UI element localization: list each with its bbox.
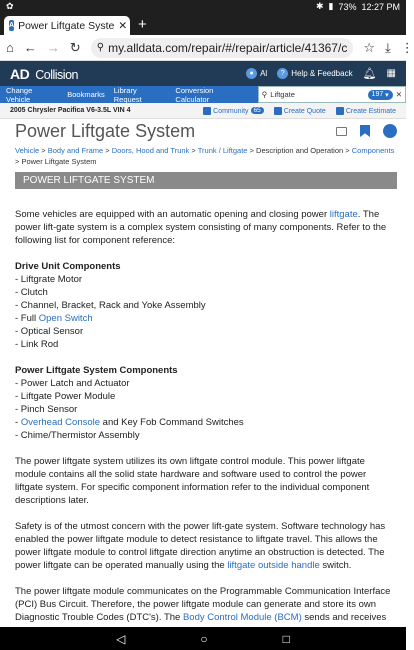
status-bar <box>0 0 406 13</box>
site-info-icon[interactable]: ⚲ <box>96 42 105 53</box>
print-icon[interactable] <box>336 127 347 136</box>
bluetooth-icon: ✱ <box>315 1 324 11</box>
liftgate-link[interactable]: liftgate <box>329 209 358 220</box>
clear-search-icon[interactable]: ✕ <box>395 90 402 99</box>
drive-unit-heading: Drive Unit Components <box>15 261 121 272</box>
app-icon: ✿ <box>6 1 14 11</box>
crumb-components[interactable]: Components <box>351 146 395 155</box>
nav-home-icon[interactable]: ○ <box>200 631 208 646</box>
search-box <box>258 86 406 103</box>
community-button[interactable]: Community 65 <box>203 107 264 115</box>
list-item: - Clutch <box>15 287 48 298</box>
list-item: - Liftgrate Motor <box>15 274 83 285</box>
crumb-body-frame[interactable]: Body and Frame <box>47 146 104 155</box>
crumb-doors-hood-trunk[interactable]: Doors, Hood and Trunk <box>111 146 190 155</box>
user-menu[interactable]: ● Al <box>246 68 267 79</box>
paragraph-pci: The power liftgate module communicates on the Programmable Communication Interface (PCI) Bus Circuit. Therefore, the power liftgate module can generate and store its own Diagnostic Trouble Codes (DTC's). The Body Control Module (BCM) sends and receives <box>15 586 391 623</box>
paragraph-safety: Safety is of the utmost concern with the power lift-gate system. Software technology has enabled the power liftgate module to detect resistance to liftgate travel. This allows the power liftgate module to control liftgate direction anytime an obstruction is detected. The power liftgate can be operated manually using the liftgate outside handle switch. <box>15 521 386 571</box>
nav-back-icon[interactable]: ◁ <box>116 631 126 646</box>
list-item: - Optical Sensor <box>15 326 84 337</box>
paragraph-module: The power liftgate system utilizes its own liftgate control module. This power liftgate module contains all the solid state hardware and software used to control the power liftgate system. For specific component information refer to the individual component descriptions later. <box>15 456 370 506</box>
bookmark-icon[interactable] <box>360 125 370 137</box>
intro-paragraph: Some vehicles are equipped with an automatic opening and closing power liftgate. The power lift-gate system is a complex system consisting of many components. Refer to the following list for component reference: <box>15 209 387 246</box>
crumb-trunk-liftgate[interactable]: Trunk / Liftgate <box>197 146 248 155</box>
list-item: - Link Rod <box>15 339 59 350</box>
list-item: - Power Latch and Actuator <box>15 378 130 389</box>
menu-conversion-calculator[interactable]: Conversion Calculator <box>175 85 214 104</box>
open-switch-link[interactable]: Open Switch <box>38 313 93 324</box>
tab-bar <box>0 13 406 35</box>
vehicle-bar <box>0 103 406 119</box>
menu-bookmarks[interactable]: Bookmarks <box>67 90 105 99</box>
create-quote-button[interactable]: Create Quote <box>274 107 326 115</box>
breadcrumb: Vehicle > Body and Frame > Doors, Hood and Trunk > Trunk / Liftgate > Description and Operation > Components > Power Liftgate System <box>15 146 395 166</box>
url-text: my.alldata.com/repair/#/repair/article/41367/c <box>108 40 348 55</box>
url-bar <box>0 35 414 61</box>
list-item: - Chime/Thermistor Assembly <box>15 430 140 441</box>
menu-change-vehicle[interactable]: Change Vehicle <box>6 85 33 104</box>
help-icon: ? <box>277 68 288 79</box>
help-link[interactable]: ? Help & Feedback <box>277 68 352 79</box>
estimate-icon <box>336 107 344 115</box>
battery-icon: ▮ <box>328 1 334 11</box>
back-icon[interactable]: ← <box>23 40 37 55</box>
search-count-dropdown[interactable]: 197 ▾ <box>368 90 393 100</box>
search-input[interactable]: Liftgate <box>270 90 295 99</box>
nav-recents-icon[interactable]: □ <box>282 631 290 646</box>
battery-level: 73% <box>338 1 357 12</box>
list-item: - Channel, Bracket, Rack and Yoke Assembly <box>15 300 206 311</box>
crumb-current: Power Liftgate System <box>21 157 97 166</box>
user-icon: ● <box>246 68 257 79</box>
list-item: - Overhead Console and Key Fob Command Switches <box>15 417 244 428</box>
favicon-icon: A <box>9 22 15 29</box>
menu-bar <box>0 86 406 103</box>
article-body <box>15 208 397 624</box>
menu-library-request[interactable]: Library Request <box>113 85 142 104</box>
app-header <box>0 61 406 86</box>
community-icon <box>203 107 211 115</box>
clock: 12:27 PM <box>361 1 400 12</box>
menu-icon[interactable]: ⋮ <box>400 39 414 55</box>
overhead-console-link[interactable]: Overhead Console <box>20 417 101 428</box>
address-field[interactable] <box>91 38 354 58</box>
logo[interactable]: AD Collision <box>10 65 78 82</box>
bcm-link[interactable]: Body Control Module (BCM) <box>182 612 302 623</box>
android-nav-bar <box>0 627 406 650</box>
list-item: - Pinch Sensor <box>15 404 78 415</box>
star-icon[interactable]: ☆ <box>363 39 375 55</box>
notifications-icon[interactable]: 🔔︎ <box>362 68 377 80</box>
create-estimate-button[interactable]: Create Estimate <box>336 107 396 115</box>
page-title: Power Liftgate System <box>15 120 196 141</box>
list-item: - Liftgate Power Module <box>15 391 116 402</box>
search-icon: ⚲ <box>261 90 268 99</box>
section-header: POWER LIFTGATE SYSTEM <box>15 172 397 189</box>
refresh-icon[interactable]: ↻ <box>69 39 81 55</box>
new-tab-icon[interactable]: + <box>138 16 147 33</box>
apps-grid-icon[interactable]: ▦ <box>386 68 396 79</box>
home-icon[interactable]: ⌂ <box>6 40 14 55</box>
article-content <box>0 119 406 624</box>
close-tab-icon[interactable]: ✕ <box>118 19 128 32</box>
list-item: - Full Open Switch <box>15 313 93 324</box>
crumb-vehicle[interactable]: Vehicle <box>15 146 40 155</box>
browser-tab[interactable] <box>4 16 130 35</box>
liftgate-outside-handle-link[interactable]: liftgate outside handle <box>227 560 320 571</box>
page-menu-icon[interactable] <box>383 124 397 138</box>
download-icon[interactable]: ⤓ <box>384 39 391 55</box>
tab-title: Power Liftgate Syste <box>18 19 115 32</box>
forward-icon[interactable]: → <box>46 40 60 55</box>
vehicle-name: 2005 Chrysler Pacifica V6-3.5L VIN 4 <box>10 107 131 114</box>
plg-components-heading: Power Liftgate System Components <box>15 365 178 376</box>
quote-icon <box>274 107 282 115</box>
community-count: 65 <box>251 107 264 114</box>
crumb-description: Description and Operation <box>256 146 344 155</box>
